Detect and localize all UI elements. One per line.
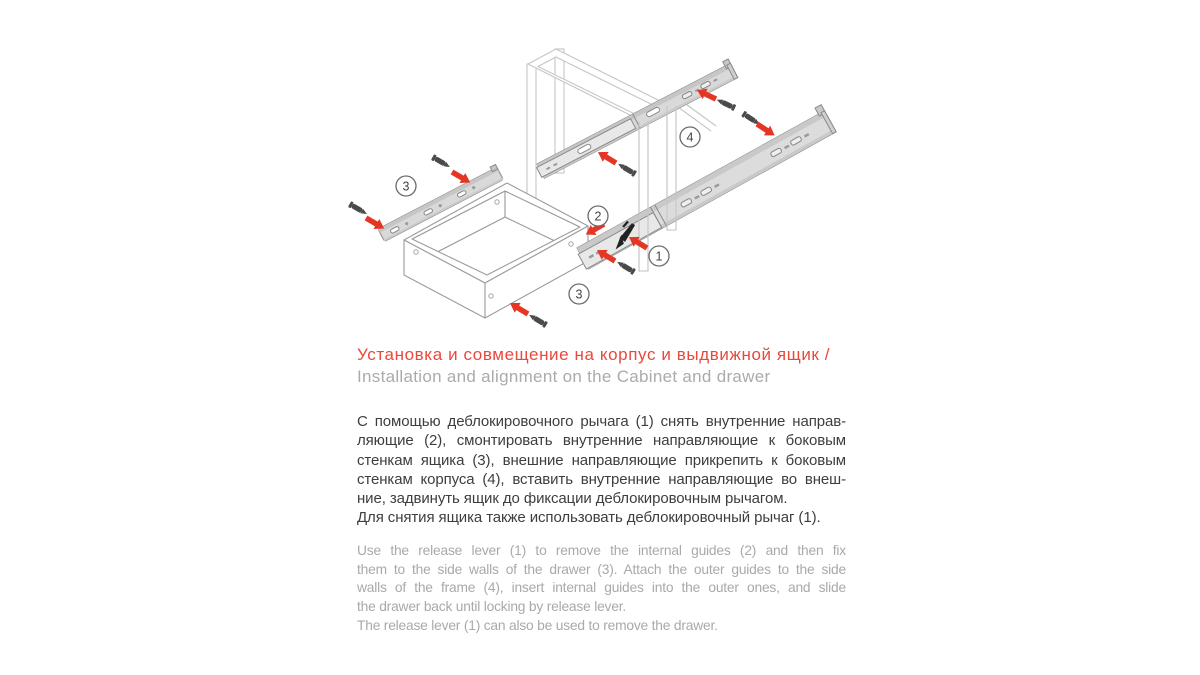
text-line: стенкам корпуса (4), вставить внутренние направляющие во внеш- (357, 470, 846, 488)
text-line: ляющие (2), смонтировать внутренние направляющие к боковым (357, 432, 846, 450)
screw-icon (715, 97, 736, 111)
text-column (357, 344, 846, 636)
callout-2 (588, 206, 608, 226)
text-line: Use the release lever (1) to remove the internal guides (2) and then fix (357, 542, 846, 558)
instructions-english (357, 542, 846, 636)
text-line: The release lever (1) can also be used to remove the drawer. (357, 617, 718, 633)
section-title-english: Installation and alignment on the Cabinet and drawer (357, 367, 771, 386)
svg-text:4: 4 (686, 130, 694, 145)
screw-icon (431, 154, 452, 170)
instructions-russian (357, 412, 846, 528)
text-line: стенкам ящика (3), внешние направляющие прикрепить к боковым (357, 451, 846, 469)
text-line: walls of the frame (4), insert internal guides into the outer ones, and slide (357, 580, 846, 596)
svg-text:3: 3 (402, 179, 410, 194)
callout-3 (396, 176, 416, 196)
callout-4 (680, 127, 700, 147)
screw-icon (527, 312, 548, 328)
svg-text:3: 3 (575, 287, 583, 302)
callout-3 (569, 284, 589, 304)
text-line: ние, задвинуть ящик до фиксации деблокировочным рычагом. (357, 490, 788, 508)
svg-text:1: 1 (655, 249, 663, 264)
screw-icon (616, 161, 637, 177)
text-line: them to the side walls of the drawer (3). Attach the outer guides to the side (357, 561, 846, 577)
text-line: С помощью деблокировочного рычага (1) снять внутренние направ- (357, 413, 846, 430)
svg-text:2: 2 (594, 209, 602, 224)
screw-icon (348, 201, 369, 217)
callout-1 (649, 246, 669, 266)
text-line: Для снятия ящика также использовать деблокировочный рычаг (1). (357, 509, 821, 527)
text-line: the drawer back until locking by release lever. (357, 599, 626, 615)
section-title-russian: Установка и совмещение на корпус и выдвижной ящик / (357, 345, 831, 364)
screw-icon (615, 259, 636, 275)
